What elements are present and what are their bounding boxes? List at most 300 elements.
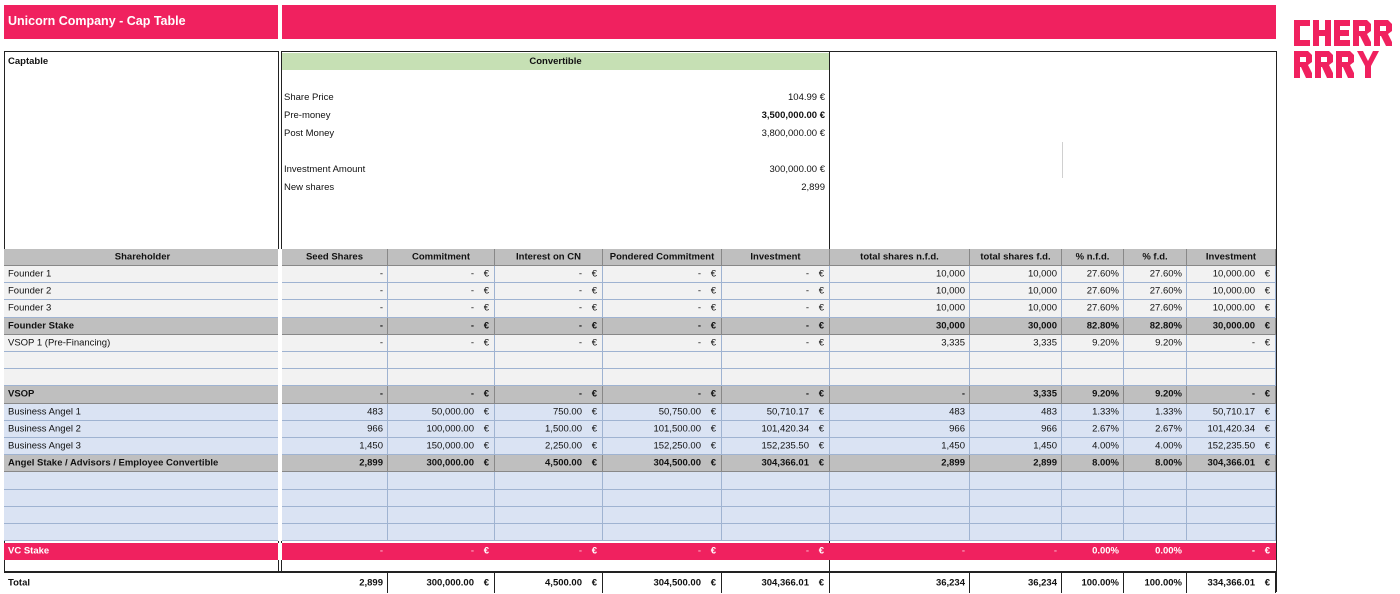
table-cell[interactable]: [1187, 573, 1276, 593]
table-cell[interactable]: [1124, 438, 1187, 455]
table-cell[interactable]: [830, 421, 970, 438]
table-cell[interactable]: [1187, 335, 1276, 352]
table-cell[interactable]: [388, 490, 495, 507]
table-cell[interactable]: [970, 369, 1062, 386]
table-cell[interactable]: [388, 283, 495, 300]
cell-text: 100,000.00: [426, 423, 474, 435]
table-cell[interactable]: [4, 318, 282, 335]
table-cell[interactable]: [495, 524, 603, 541]
table-cell[interactable]: [1124, 490, 1187, 507]
cell-text: -: [578, 320, 582, 332]
cell-text: 966: [367, 423, 383, 435]
table-cell[interactable]: [1124, 300, 1187, 317]
table-cell[interactable]: [4, 438, 282, 455]
table-cell[interactable]: [388, 266, 495, 283]
table-cell[interactable]: [830, 490, 970, 507]
cell-text: VSOP: [8, 388, 35, 400]
table-cell[interactable]: [388, 507, 495, 524]
currency-symbol: €: [818, 577, 824, 589]
table-cell[interactable]: [282, 490, 388, 507]
cell-text: 300,000.00: [426, 457, 474, 469]
table-cell[interactable]: [282, 266, 388, 283]
table-cell[interactable]: [722, 352, 830, 369]
table-cell[interactable]: [4, 524, 282, 541]
table-cell[interactable]: [603, 472, 722, 489]
cell-text: 483: [1041, 406, 1057, 418]
table-cell[interactable]: [1124, 507, 1187, 524]
table-cell[interactable]: [1124, 318, 1187, 335]
table-cell[interactable]: [722, 266, 830, 283]
table-cell[interactable]: [1124, 404, 1187, 421]
new-shares-value[interactable]: 2,899: [801, 182, 825, 193]
table-cell[interactable]: [4, 300, 282, 317]
table-cell[interactable]: [1187, 404, 1276, 421]
table-cell[interactable]: [1062, 266, 1124, 283]
table-cell[interactable]: [1062, 386, 1124, 403]
column-gap: [278, 507, 282, 524]
cell-text: -: [1251, 388, 1255, 400]
table-cell[interactable]: [970, 472, 1062, 489]
table-cell[interactable]: [722, 490, 830, 507]
table-cell[interactable]: [830, 438, 970, 455]
table-cell[interactable]: [1187, 543, 1276, 560]
table-cell[interactable]: [1187, 283, 1276, 300]
table-cell[interactable]: [4, 369, 282, 386]
table-cell[interactable]: [495, 507, 603, 524]
table-cell[interactable]: [970, 438, 1062, 455]
column-gap: [278, 283, 282, 300]
table-cell[interactable]: [282, 472, 388, 489]
cell-text: 3,335: [1033, 337, 1057, 349]
table-cell[interactable]: [1187, 524, 1276, 541]
cell-text: % f.d.: [1142, 251, 1168, 263]
table-cell[interactable]: [282, 404, 388, 421]
table-cell[interactable]: [722, 421, 830, 438]
column-gap: [278, 524, 282, 541]
column-header: [722, 249, 830, 266]
cell-text: 300,000.00: [426, 577, 474, 589]
table-cell[interactable]: [970, 524, 1062, 541]
table-cell[interactable]: [4, 455, 282, 472]
cell-text: -: [961, 388, 965, 400]
cell-text: total shares f.d.: [980, 251, 1051, 263]
table-cell[interactable]: [1124, 283, 1187, 300]
table-cell[interactable]: [282, 369, 388, 386]
table-cell[interactable]: [1062, 507, 1124, 524]
table-cell[interactable]: [4, 283, 282, 300]
table-cell[interactable]: [1124, 352, 1187, 369]
table-cell[interactable]: [970, 386, 1062, 403]
table-cell[interactable]: [830, 266, 970, 283]
table-cell[interactable]: [282, 335, 388, 352]
table-row: [4, 404, 1276, 421]
cell-text: Seed Shares: [305, 251, 364, 263]
table-cell[interactable]: [970, 266, 1062, 283]
table-cell[interactable]: [1062, 490, 1124, 507]
table-cell[interactable]: [4, 421, 282, 438]
table-cell[interactable]: [1187, 421, 1276, 438]
table-cell[interactable]: [1187, 266, 1276, 283]
cell-text: 27.60%: [1149, 285, 1182, 297]
table-cell[interactable]: [603, 283, 722, 300]
cell-text: VC Stake: [8, 545, 50, 557]
table-cell[interactable]: [722, 404, 830, 421]
table-cell[interactable]: [830, 318, 970, 335]
table-cell[interactable]: [1187, 438, 1276, 455]
currency-symbol: €: [1264, 423, 1270, 435]
cell-text: Commitment: [411, 251, 471, 263]
cell-text: -: [805, 285, 809, 297]
cell-text: -: [578, 388, 582, 400]
table-cell[interactable]: [495, 369, 603, 386]
column-gap: [278, 404, 282, 421]
table-cell[interactable]: [388, 438, 495, 455]
table-cell[interactable]: [1062, 438, 1124, 455]
table-cell[interactable]: [722, 335, 830, 352]
table-cell[interactable]: [1062, 421, 1124, 438]
table-cell[interactable]: [1062, 318, 1124, 335]
table-cell[interactable]: [603, 318, 722, 335]
table-cell[interactable]: [722, 573, 830, 593]
captable-label: Captable: [8, 56, 49, 67]
table-cell[interactable]: [1062, 455, 1124, 472]
share-price-label: Share Price: [284, 92, 334, 103]
table-cell[interactable]: [1187, 386, 1276, 403]
table-cell[interactable]: [830, 386, 970, 403]
table-cell[interactable]: [830, 507, 970, 524]
investment-amount-value[interactable]: 300,000.00 €: [769, 164, 825, 175]
table-cell[interactable]: [970, 300, 1062, 317]
table-cell[interactable]: [1187, 318, 1276, 335]
table-cell[interactable]: [830, 369, 970, 386]
table-cell[interactable]: [830, 455, 970, 472]
table-cell[interactable]: [388, 524, 495, 541]
table-cell[interactable]: [970, 352, 1062, 369]
currency-symbol: €: [818, 423, 824, 435]
table-cell[interactable]: [1187, 369, 1276, 386]
currency-symbol: €: [483, 268, 489, 280]
table-cell[interactable]: [970, 507, 1062, 524]
table-cell[interactable]: [603, 524, 722, 541]
cell-text: 10,000: [935, 302, 965, 314]
table-cell[interactable]: [388, 573, 495, 593]
table-cell[interactable]: [603, 300, 722, 317]
cell-text: 50,710.17: [766, 406, 809, 418]
table-cell[interactable]: [603, 386, 722, 403]
table-cell[interactable]: [603, 455, 722, 472]
column-gap: [278, 455, 282, 472]
table-cell[interactable]: [282, 386, 388, 403]
share-price-value[interactable]: 104.99 €: [788, 92, 825, 103]
cell-text: 483: [949, 406, 965, 418]
cell-text: -: [379, 302, 383, 314]
currency-symbol: €: [818, 268, 824, 280]
table-cell[interactable]: [970, 421, 1062, 438]
table-cell[interactable]: [722, 543, 830, 560]
table-cell[interactable]: [495, 543, 603, 560]
table-cell[interactable]: [1124, 266, 1187, 283]
table-cell[interactable]: [282, 421, 388, 438]
table-cell[interactable]: [4, 386, 282, 403]
cell-text: Shareholder: [114, 251, 171, 263]
currency-symbol: €: [591, 545, 597, 557]
column-gap: [278, 386, 282, 403]
cell-text: -: [805, 388, 809, 400]
table-cell[interactable]: [603, 421, 722, 438]
table-cell[interactable]: [1062, 283, 1124, 300]
cell-text: 9.20%: [1092, 337, 1119, 349]
table-cell[interactable]: [830, 524, 970, 541]
table-cell[interactable]: [1124, 543, 1187, 560]
table-cell[interactable]: [830, 404, 970, 421]
postmoney-value[interactable]: 3,800,000.00 €: [761, 128, 825, 139]
table-cell[interactable]: [1062, 404, 1124, 421]
table-cell[interactable]: [970, 543, 1062, 560]
currency-symbol: €: [710, 320, 716, 332]
table-cell[interactable]: [970, 318, 1062, 335]
table-cell[interactable]: [1062, 300, 1124, 317]
table-cell[interactable]: [388, 352, 495, 369]
table-cell[interactable]: [495, 283, 603, 300]
table-cell[interactable]: [603, 352, 722, 369]
table-cell[interactable]: [495, 573, 603, 593]
table-cell[interactable]: [4, 352, 282, 369]
cell-text: 36,234: [935, 577, 965, 589]
cell-text: -: [379, 285, 383, 297]
cell-text: 304,366.01: [761, 577, 809, 589]
table-cell[interactable]: [388, 335, 495, 352]
table-cell[interactable]: [603, 369, 722, 386]
cell-text: -: [805, 337, 809, 349]
table-cell[interactable]: [282, 438, 388, 455]
table-cell[interactable]: [282, 300, 388, 317]
currency-symbol: €: [710, 337, 716, 349]
currency-symbol: €: [483, 457, 489, 469]
table-cell[interactable]: [830, 283, 970, 300]
table-cell[interactable]: [4, 472, 282, 489]
table-cell[interactable]: [722, 455, 830, 472]
table-cell[interactable]: [282, 455, 388, 472]
table-cell[interactable]: [282, 524, 388, 541]
table-cell[interactable]: [1124, 455, 1187, 472]
currency-symbol: €: [483, 440, 489, 452]
cell-text: 4,500.00: [545, 577, 582, 589]
table-cell[interactable]: [4, 266, 282, 283]
currency-symbol: €: [591, 337, 597, 349]
table-cell[interactable]: [1187, 490, 1276, 507]
cell-text: 82.80%: [1086, 320, 1119, 332]
table-cell[interactable]: [388, 300, 495, 317]
table-cell[interactable]: [495, 318, 603, 335]
table-cell[interactable]: [830, 335, 970, 352]
column-gap: [278, 266, 282, 283]
table-cell[interactable]: [495, 472, 603, 489]
table-cell[interactable]: [1187, 352, 1276, 369]
table-cell[interactable]: [970, 335, 1062, 352]
table-cell[interactable]: [603, 438, 722, 455]
table-cell[interactable]: [1062, 335, 1124, 352]
column-gap: [278, 300, 282, 317]
table-cell[interactable]: [1124, 386, 1187, 403]
column-header: [1062, 249, 1124, 266]
cell-text: total shares n.f.d.: [860, 251, 939, 263]
table-cell[interactable]: [4, 543, 282, 560]
column-gap: [278, 543, 282, 560]
table-cell[interactable]: [282, 507, 388, 524]
table-cell[interactable]: [495, 438, 603, 455]
table-cell[interactable]: [388, 455, 495, 472]
table-row: [4, 386, 1276, 403]
currency-symbol: €: [710, 545, 716, 557]
table-cell[interactable]: [830, 472, 970, 489]
table-cell[interactable]: [603, 490, 722, 507]
table-cell[interactable]: [722, 524, 830, 541]
currency-symbol: €: [818, 337, 824, 349]
table-cell[interactable]: [603, 543, 722, 560]
cell-text: 1,450: [941, 440, 965, 452]
new-shares-label: New shares: [284, 182, 335, 193]
currency-symbol: €: [1264, 457, 1270, 469]
table-cell[interactable]: [282, 543, 388, 560]
table-cell[interactable]: [495, 490, 603, 507]
table-cell[interactable]: [830, 352, 970, 369]
table-cell[interactable]: [4, 490, 282, 507]
table-cell[interactable]: [282, 573, 388, 593]
table-cell[interactable]: [388, 404, 495, 421]
table-cell[interactable]: [495, 352, 603, 369]
currency-symbol: €: [483, 406, 489, 418]
table-cell[interactable]: [4, 573, 282, 593]
currency-symbol: €: [1264, 545, 1270, 557]
cell-text: 304,500.00: [653, 577, 701, 589]
table-cell[interactable]: [495, 266, 603, 283]
cell-text: 334,366.01: [1207, 577, 1255, 589]
table-cell[interactable]: [970, 455, 1062, 472]
table-cell[interactable]: [1187, 455, 1276, 472]
table-row: [4, 318, 1276, 335]
table-cell[interactable]: [603, 335, 722, 352]
currency-symbol: €: [591, 577, 597, 589]
table-cell[interactable]: [1124, 369, 1187, 386]
table-cell[interactable]: [1187, 300, 1276, 317]
table-cell[interactable]: [388, 318, 495, 335]
cell-text: Investment: [750, 251, 801, 263]
cell-text: 50,000.00: [431, 406, 474, 418]
table-cell[interactable]: [1062, 573, 1124, 593]
column-header: [1124, 249, 1187, 266]
table-cell[interactable]: [4, 507, 282, 524]
table-cell[interactable]: [722, 283, 830, 300]
table-cell[interactable]: [1124, 335, 1187, 352]
table-cell[interactable]: [603, 507, 722, 524]
page-title: Unicorn Company - Cap Table: [8, 14, 186, 28]
cell-text: 2,899: [359, 457, 383, 469]
cell-text: 2.67%: [1092, 423, 1119, 435]
table-cell[interactable]: [603, 266, 722, 283]
table-cell[interactable]: [1124, 472, 1187, 489]
cell-text: Founder 1: [8, 268, 52, 280]
table-cell[interactable]: [282, 352, 388, 369]
table-cell[interactable]: [1187, 472, 1276, 489]
table-cell[interactable]: [495, 386, 603, 403]
table-cell[interactable]: [603, 573, 722, 593]
premoney-value[interactable]: 3,500,000.00 €: [761, 110, 825, 121]
table-cell[interactable]: [722, 507, 830, 524]
table-cell[interactable]: [1124, 573, 1187, 593]
table-row: [4, 438, 1276, 455]
table-cell[interactable]: [970, 490, 1062, 507]
table-cell[interactable]: [722, 472, 830, 489]
table-cell[interactable]: [830, 573, 970, 593]
table-cell[interactable]: [722, 300, 830, 317]
table-cell[interactable]: [1062, 369, 1124, 386]
table-cell[interactable]: [388, 472, 495, 489]
table-cell[interactable]: [830, 543, 970, 560]
table-cell[interactable]: [1062, 543, 1124, 560]
table-cell[interactable]: [388, 543, 495, 560]
column-header: [830, 249, 970, 266]
table-cell[interactable]: [1062, 524, 1124, 541]
table-cell[interactable]: [830, 300, 970, 317]
table-cell[interactable]: [495, 300, 603, 317]
column-header: [4, 249, 282, 266]
table-cell[interactable]: [1124, 421, 1187, 438]
table-cell[interactable]: [495, 335, 603, 352]
cell-text: 304,366.01: [761, 457, 809, 469]
cell-text: 30,000.00: [1212, 320, 1255, 332]
cell-text: Angel Stake / Advisors / Employee Convertible: [8, 457, 219, 469]
column-gap: [278, 369, 282, 386]
currency-symbol: €: [591, 320, 597, 332]
table-cell[interactable]: [1187, 507, 1276, 524]
table-cell[interactable]: [1062, 472, 1124, 489]
cell-text: -: [697, 337, 701, 349]
cell-text: 152,250.00: [653, 440, 701, 452]
table-cell[interactable]: [495, 421, 603, 438]
cell-text: 4.00%: [1092, 440, 1119, 452]
table-cell[interactable]: [282, 318, 388, 335]
currency-symbol: €: [710, 406, 716, 418]
cell-text: -: [470, 268, 474, 280]
table-cell[interactable]: [970, 573, 1062, 593]
table-cell[interactable]: [722, 318, 830, 335]
table-cell[interactable]: [495, 455, 603, 472]
cell-text: 966: [1041, 423, 1057, 435]
column-header: [603, 249, 722, 266]
table-cell[interactable]: [970, 283, 1062, 300]
currency-symbol: €: [1264, 285, 1270, 297]
table-cell[interactable]: [1062, 352, 1124, 369]
table-cell[interactable]: [4, 404, 282, 421]
table-cell[interactable]: [1124, 524, 1187, 541]
table-cell[interactable]: [970, 404, 1062, 421]
table-cell[interactable]: [722, 438, 830, 455]
table-cell[interactable]: [4, 335, 282, 352]
table-cell[interactable]: [388, 421, 495, 438]
cell-text: -: [379, 337, 383, 349]
table-cell[interactable]: [388, 369, 495, 386]
table-cell[interactable]: [495, 404, 603, 421]
cell-text: 101,420.34: [1207, 423, 1255, 435]
currency-symbol: €: [818, 285, 824, 297]
table-cell[interactable]: [722, 386, 830, 403]
table-cell[interactable]: [388, 386, 495, 403]
table-cell[interactable]: [282, 283, 388, 300]
table-row: [4, 472, 1276, 489]
table-cell[interactable]: [722, 369, 830, 386]
cell-text: 750.00: [552, 406, 582, 418]
table-cell[interactable]: [603, 404, 722, 421]
